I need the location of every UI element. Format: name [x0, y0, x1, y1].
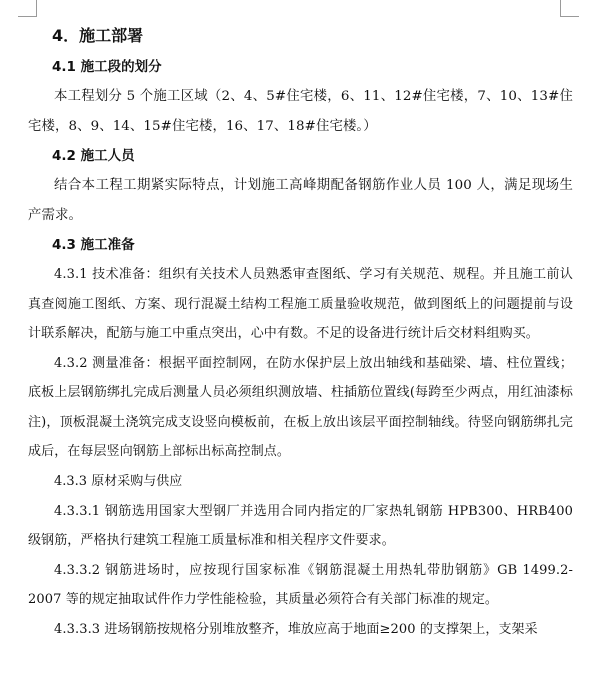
section-heading-4-2: 4.2 施工人员 [52, 148, 135, 164]
crop-mark-top-right [560, 0, 579, 17]
subheading-4-3-3: 4.3.3 原材采购与供应 [54, 473, 183, 489]
paragraph-4-3-3-1: 4.3.3.1 钢筋选用国家大型钢厂并选用合同内指定的厂家热轧钢筋 HPB300、HRB400级钢筋，严格执行建筑工程施工质量标准和相关程序文件要求。 [28, 503, 573, 548]
paragraph-4-3-3-3: 4.3.3.3 进场钢筋按规格分别堆放整齐，堆放应高于地面≥200 的支撑架上，支架采 [54, 621, 538, 637]
paragraph-4-3-1: 4.3.1 技术准备：组织有关技术人员熟悉审查图纸、学习有关规范、规程。并且施工前认真查阅施工图纸、方案、现行混凝土结构工程施工质量验收规范，做到图纸上的问题提前与设计联系解决，配筋与施工中重点突出，心中有数。不足的设备进行统计后交材料组购买。 [28, 267, 573, 341]
crop-mark-top-left [18, 0, 37, 17]
section-heading-4-3: 4.3 施工准备 [52, 237, 135, 253]
section-heading-4: 4．施工部署 [52, 26, 144, 45]
paragraph-4-2: 结合本工程工期紧实际特点，计划施工高峰期配备钢筋作业人员 100 人，满足现场生产需求。 [28, 178, 573, 223]
paragraph-4-1: 本工程划分 5 个施工区域（2、4、5#住宅楼，6、11、12#住宅楼，7、10、13#住宅楼，8、9、14、15#住宅楼，16、17、18#住宅楼。） [28, 89, 573, 134]
document-body [28, 20, 573, 644]
paragraph-4-3-2: 4.3.2 测量准备：根据平面控制网，在防水保护层上放出轴线和基础梁、墙、柱位置线；底板上层钢筋绑扎完成后测量人员必须组织测放墙、柱插筋位置线(每跨至少两点，用红油漆标注)，顶板混凝土浇筑完成支设竖向模板前，在板上放出该层平面控制轴线。待竖向钢筋绑扎完成后，在每层竖向钢筋上部标出标高控制点。 [28, 355, 573, 459]
section-heading-4-1: 4.1 施工段的划分 [52, 59, 162, 75]
paragraph-4-3-3-2: 4.3.3.2 钢筋进场时，应按现行国家标准《钢筋混凝土用热轧带肋钢筋》GB 1499.2-2007 等的规定抽取试件作力学性能检验，其质量必须符合有关部门标准的规定。 [28, 562, 573, 607]
